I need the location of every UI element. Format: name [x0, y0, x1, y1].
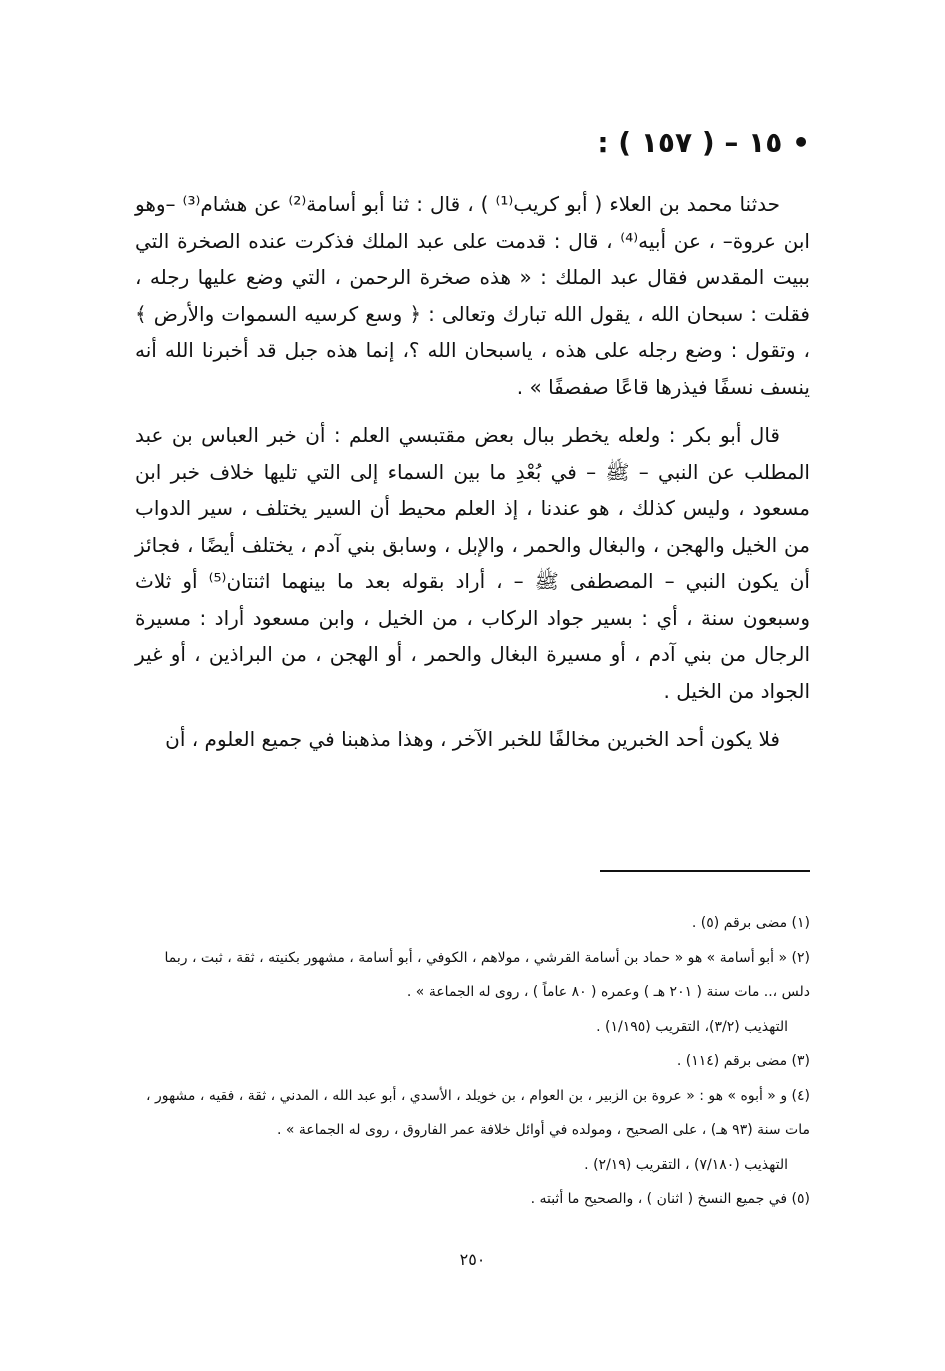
- footnote-4-reference: التهذيب (٧/١٨٠) ، التقريب (٢/١٩) .: [584, 1156, 788, 1173]
- paragraph-continuation: فلا يكون أحد الخبرين مخالفًا للخبر الآخر ، وهذا مذهبنا في جميع العلوم ، أن: [165, 727, 780, 751]
- footnote-1: (١) مضى برقم (٥) .: [691, 915, 810, 931]
- paragraph-hadith: حدثنا محمد بن العلاء ( أبو كريب⁽¹⁾ ) ، قال : ثنا أبو أسامة⁽²⁾ عن هشام⁽³⁾ –وهو ابن عروة– ، عن أبيه⁽⁴⁾ ، قال : قدمت على عبد الملك فذكرت عنده الصخرة التي ببيت المقدس فقال عبد الملك : « هذه صخرة الرحمن ، التي وضع عليها رجله ، فقلت : سبحان الله ، يقول الله تبارك وتعالى : ﴿ وسع كرسيه السموات والأرض ﴾ ، وتقول : وضع رجله على هذه ، ياسبحان الله ؟، إنما هذه جبل قد أخبرنا الله أنه ينسف نسفًا فيذرها قاعًا صفصفًا » .: [135, 192, 810, 399]
- main-text: [135, 186, 810, 758]
- hadith-number: • ١٥ – ( ١٥٧ ) :: [597, 126, 810, 159]
- page-number: ٢٥٠: [459, 1250, 486, 1269]
- paragraph-commentary: قال أبو بكر : ولعله يخطر ببال بعض مقتبسي العلم : أن خبر العباس بن عبد المطلب عن النبي – ﷺ – في بُعْدِ ما بين السماء إلى التي تليها خلاف خبر ابن مسعود ، وليس كذلك ، هو عندنا ، إذ العلم محيط أن السير يختلف ، سير الدواب من الخيل والهجن ، والبغال والحمر ، والإبل ، وسابق بني آدم ، يختلف أيضًا ، فجائز أن يكون النبي – المصطفى ﷺ – ، أراد بقوله بعد ما بينهما اثنتان⁽⁵⁾ أو ثلاث وسبعون سنة ، أي : بسير جواد الركاب ، من الخيل ، وابن مسعود أراد : مسيرة الرجال من بني آدم ، أو مسيرة البغال والحمر ، أو الهجن ، من البراذين ، أو غير الجواد من الخيل .: [135, 423, 810, 703]
- footnote-4: (٤) و « أبوه » هو : « عروة بن الزبير ، بن العوام ، بن خويلد ، الأسدي ، أبو عبد الله ، المدني ، ثقة ، فقيه ، مشهور ، مات سنة (٩٣ هـ) ، على الصحيح ، ومولده في أوائل خلافة عمر الفاروق ، روى له الجماعة » .: [146, 1087, 810, 1138]
- footnote-5: (٥) في جميع النسخ ( اثنان ) ، والصحيح ما أثبته .: [530, 1191, 810, 1207]
- footnote-2-reference: التهذيب (٣/٢)، التقريب (١/١٩٥) .: [596, 1018, 788, 1035]
- footnote-2: (٢) « أبو أسامة » هو « حماد بن أسامة القرشي ، مولاهم ، الكوفي ، أبو أسامة ، مشهور بكنيته ، ثقة ، ثبت ، ربما دلس ،.. مات سنة ( ٢٠١ هـ ) وعمره ( ٨٠ عاماً ) ، روى له الجماعة » .: [164, 949, 810, 1000]
- footnote-3: (٣) مضى برقم (١١٤) .: [676, 1053, 810, 1069]
- footnote-separator: [600, 870, 810, 872]
- footnotes: [135, 906, 810, 1217]
